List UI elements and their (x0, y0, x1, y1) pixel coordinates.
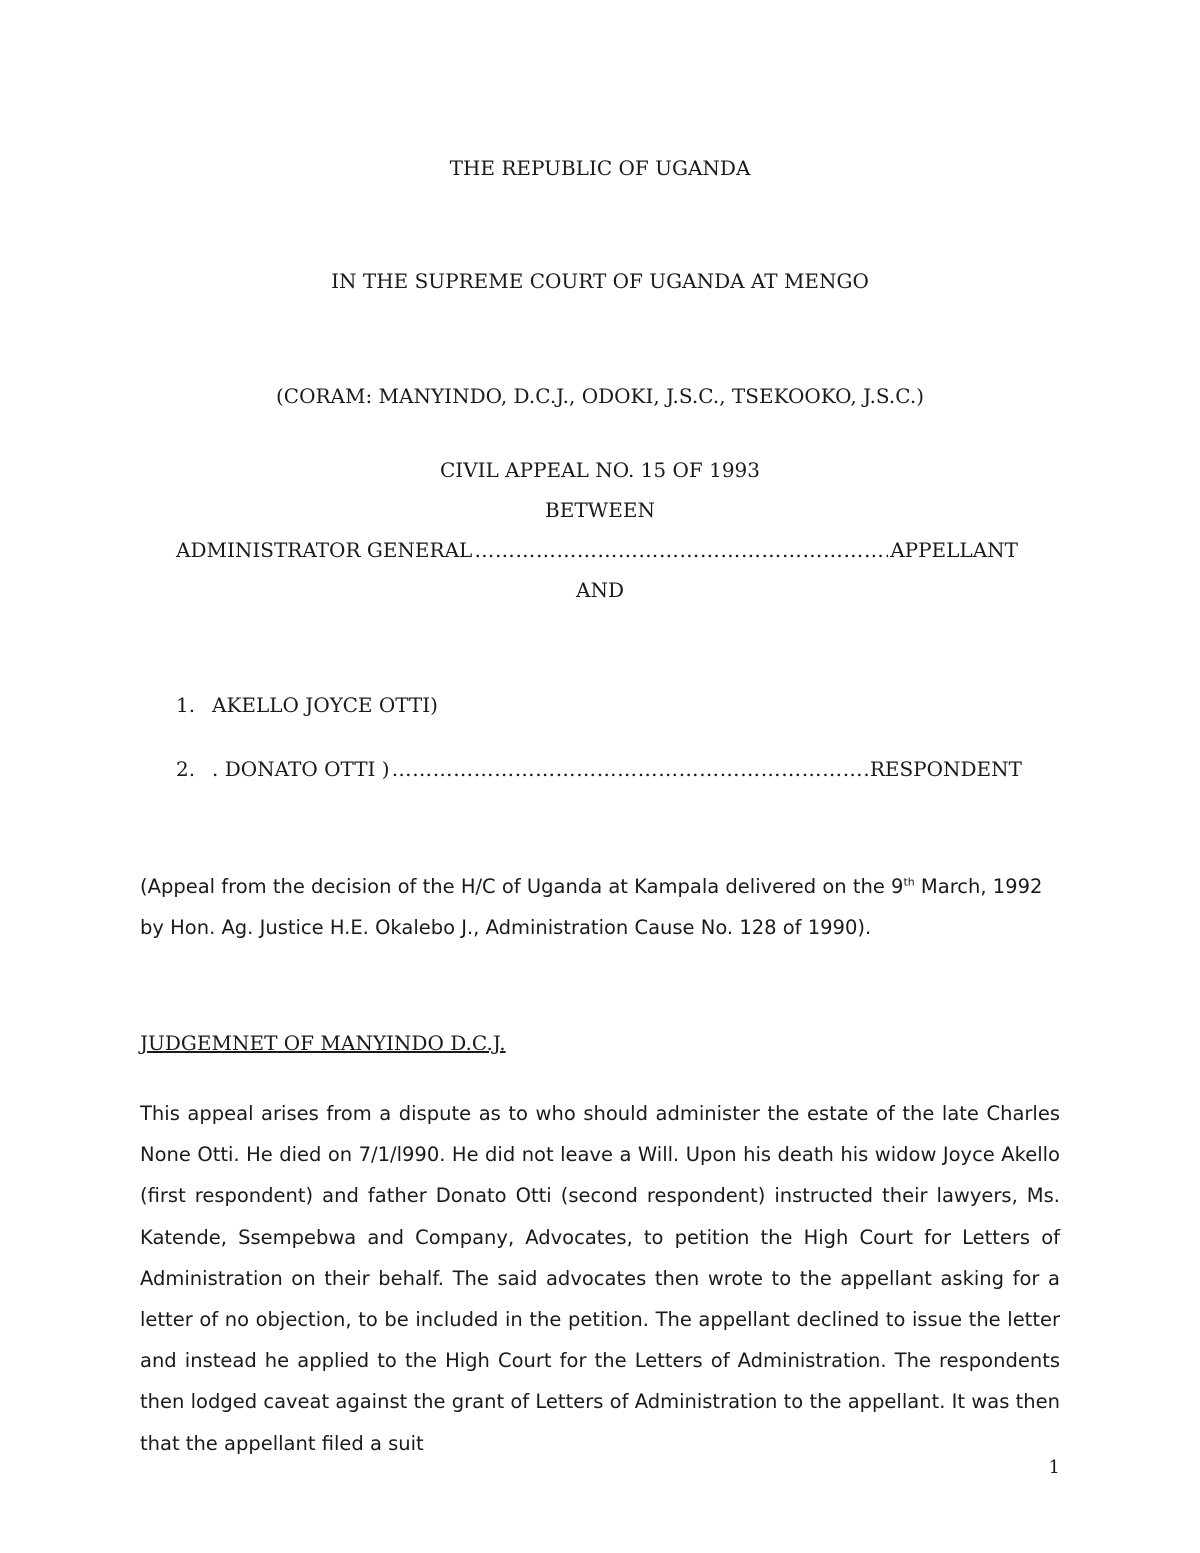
judgement-title: JUDGEMNET OF MANYINDO D.C.J. (140, 1031, 506, 1055)
heading-republic: THE REPUBLIC OF UGANDA (449, 156, 751, 180)
appellant-line (176, 538, 1018, 562)
respondent-1-number: 1. (176, 693, 196, 717)
appeal-note: (Appeal from the decision of the H/C of Uganda at Kampala delivered on the 9th March, 1992 by Hon. Ag. Justice H.E. Okalebo J., Administration Cause No. 128 of 1990). (140, 875, 1043, 939)
leader-dots (474, 538, 888, 562)
appellant-name: ADMINISTRATOR GENERAL (176, 538, 473, 562)
respondent-1-name: AKELLO JOYCE OTTI) (212, 693, 438, 717)
respondent-2-number: 2. (176, 757, 196, 781)
judgement-body-paragraph: This appeal arises from a dispute as to who should administer the estate of the late Charles None Otti. He died on 7/1/l990. He did not leave a Will. Upon his death his widow Joyce Akello (first respondent) and father Donato Otti (second respondent) instructed their lawyers, Ms. Katende, Ssempebwa and Company, Advocates, to petition the High Court for Letters of Administration on their behalf. The said advocates then wrote to the appellant asking for a letter of no objection, to be included in the petition. The appellant declined to issue the letter and instead he applied to the High Court for the Letters of Administration. The respondents then lodged caveat against the grant of Letters of Administration to the appellant. It was then that the appellant filed a suit (140, 1102, 1060, 1455)
parties-and: AND (576, 578, 624, 602)
respondent-2-line (212, 757, 1022, 781)
heading-court: IN THE SUPREME COURT OF UGANDA AT MENGO (331, 269, 869, 293)
ordinal-suffix: th (903, 875, 915, 889)
heading-between: BETWEEN (545, 498, 655, 522)
leader-dots (392, 757, 868, 781)
case-number: CIVIL APPEAL NO. 15 OF 1993 (440, 458, 760, 482)
page-number: 1 (1048, 1457, 1060, 1478)
heading-coram: (CORAM: MANYINDO, D.C.J., ODOKI, J.S.C., TSEKOOKO, J.S.C.) (275, 384, 925, 408)
respondent-2-name: . DONATO OTTI ) (212, 757, 390, 781)
respondent-role: RESPONDENT (869, 757, 1022, 781)
appellant-role: APPELLANT (890, 538, 1018, 562)
